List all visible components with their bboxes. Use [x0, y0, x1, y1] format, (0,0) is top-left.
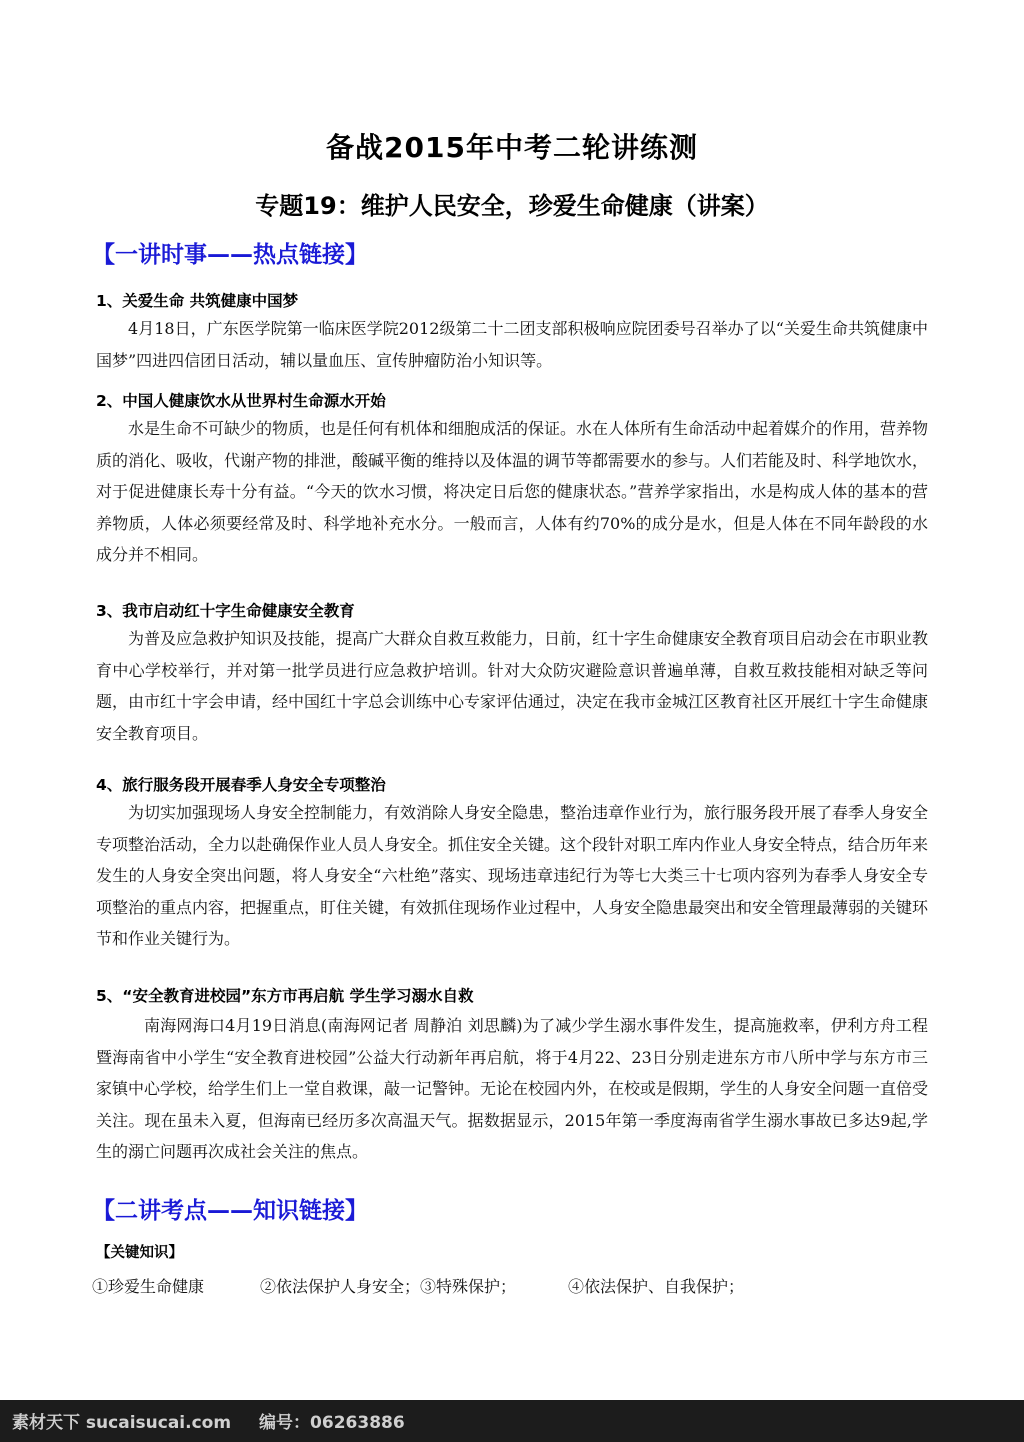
- item-heading-2: 2、中国人健康饮水从世界村生命源水开始: [96, 392, 386, 410]
- item-heading-1: 1、关爱生命 共筑健康中国梦: [96, 292, 299, 310]
- document-title: 备战2015年中考二轮讲练测: [326, 131, 698, 164]
- watermark-site: 素材天下 sucaisucai.com: [12, 1413, 232, 1433]
- item-heading-4: 4、旅行服务段开展春季人身安全专项整治: [96, 776, 386, 794]
- section-heading-hotspots: 【一讲时事——热点链接】: [92, 242, 368, 268]
- document-subtitle: 专题19：维护人民安全，珍爱生命健康（讲案）: [255, 192, 769, 220]
- item-heading-3: 3、我市启动红十字生命健康安全教育: [96, 602, 355, 620]
- item-heading-5: 5、“安全教育进校园”东方市再启航 学生学习溺水自救: [96, 987, 474, 1005]
- watermark-bar: [0, 1400, 1024, 1442]
- item-paragraph-3: 为普及应急救护知识及技能，提高广大群众自救互救能力，日前，红十字生命健康安全教育项目启动会在市职业教育中心学校举行，并对第一批学员进行应急救护培训。针对大众防灾避险意识普遍单薄，自救互救技能相对缺乏等问题，由市红十字会申请，经中国红十字总会训练中心专家评估通过，决定在我市金城江区教育社区开展红十字生命健康安全教育项目。: [96, 629, 929, 743]
- key-item-2: ②依法保护人身安全；③特殊保护；: [260, 1277, 517, 1296]
- watermark-text: [12, 1408, 405, 1433]
- item-paragraph-4: 为切实加强现场人身安全控制能力，有效消除人身安全隐患，整治违章作业行为，旅行服务段开展了春季人身安全专项整治活动，全力以赴确保作业人员人身安全。抓住安全关键。这个段针对职工库内作业人身安全特点，结合历年来发生的人身安全突出问题，将人身安全“六杜绝”落实、现场违章违纪行为等七大类三十七项内容列为春季人身安全专项整治的重点内容，把握重点，盯住关键，有效抓住现场作业过程中，人身安全隐患最突出和安全管理最薄弱的关键环节和作业关键行为。: [96, 803, 929, 948]
- item-paragraph-1: 4月18日，广东医学院第一临床医学院2012级第二十二团支部积极响应院团委号召举办了以“关爱生命共筑健康中国梦”四进四信团日活动，辅以量血压、宣传肿瘤防治小知识等。: [96, 319, 928, 370]
- key-knowledge-list: [92, 1274, 744, 1297]
- item-paragraph-2: 水是生命不可缺少的物质，也是任何有机体和细胞成活的保证。水在人体所有生命活动中起着媒介的作用，营养物质的消化、吸收，代谢产物的排泄，酸碱平衡的维持以及体温的调节等都需要水的参与。人们若能及时、科学地饮水，对于促进健康长寿十分有益。“今天的饮水习惯，将决定日后您的健康状态。”营养学家指出，水是构成人体的基本的营养物质，人体必须要经常及时、科学地补充水分。一般而言，人体有约70%的成分是水，但是人体在不同年龄段的水成分并不相同。: [96, 419, 929, 564]
- section-heading-knowledge: 【二讲考点——知识链接】: [92, 1198, 368, 1224]
- key-item-3: ④依法保护、自我保护；: [568, 1277, 745, 1296]
- key-knowledge-label: 【关键知识】: [96, 1245, 183, 1261]
- key-item-1: ①珍爱生命健康: [92, 1277, 205, 1296]
- item-paragraph-5: 南海网海口4月19日消息(南海网记者 周静泊 刘思麟)为了减少学生溺水事件发生，提高施救率，伊利方舟工程暨海南省中小学生“安全教育进校园”公益大行动新年再启航，将于4月22、23日分别走进东方市八所中学与东方市三家镇中心学校，给学生们上一堂自救课，敲一记警钟。无论在校园内外，在校或是假期，学生的人身安全问题一直倍受关注。现在虽未入夏，但海南已经历多次高温天气。据数据显示，2015年第一季度海南省学生溺水事故已多达9起,学生的溺亡问题再次成社会关注的焦点。: [96, 1016, 929, 1161]
- watermark-id: 编号：06263886: [259, 1413, 405, 1433]
